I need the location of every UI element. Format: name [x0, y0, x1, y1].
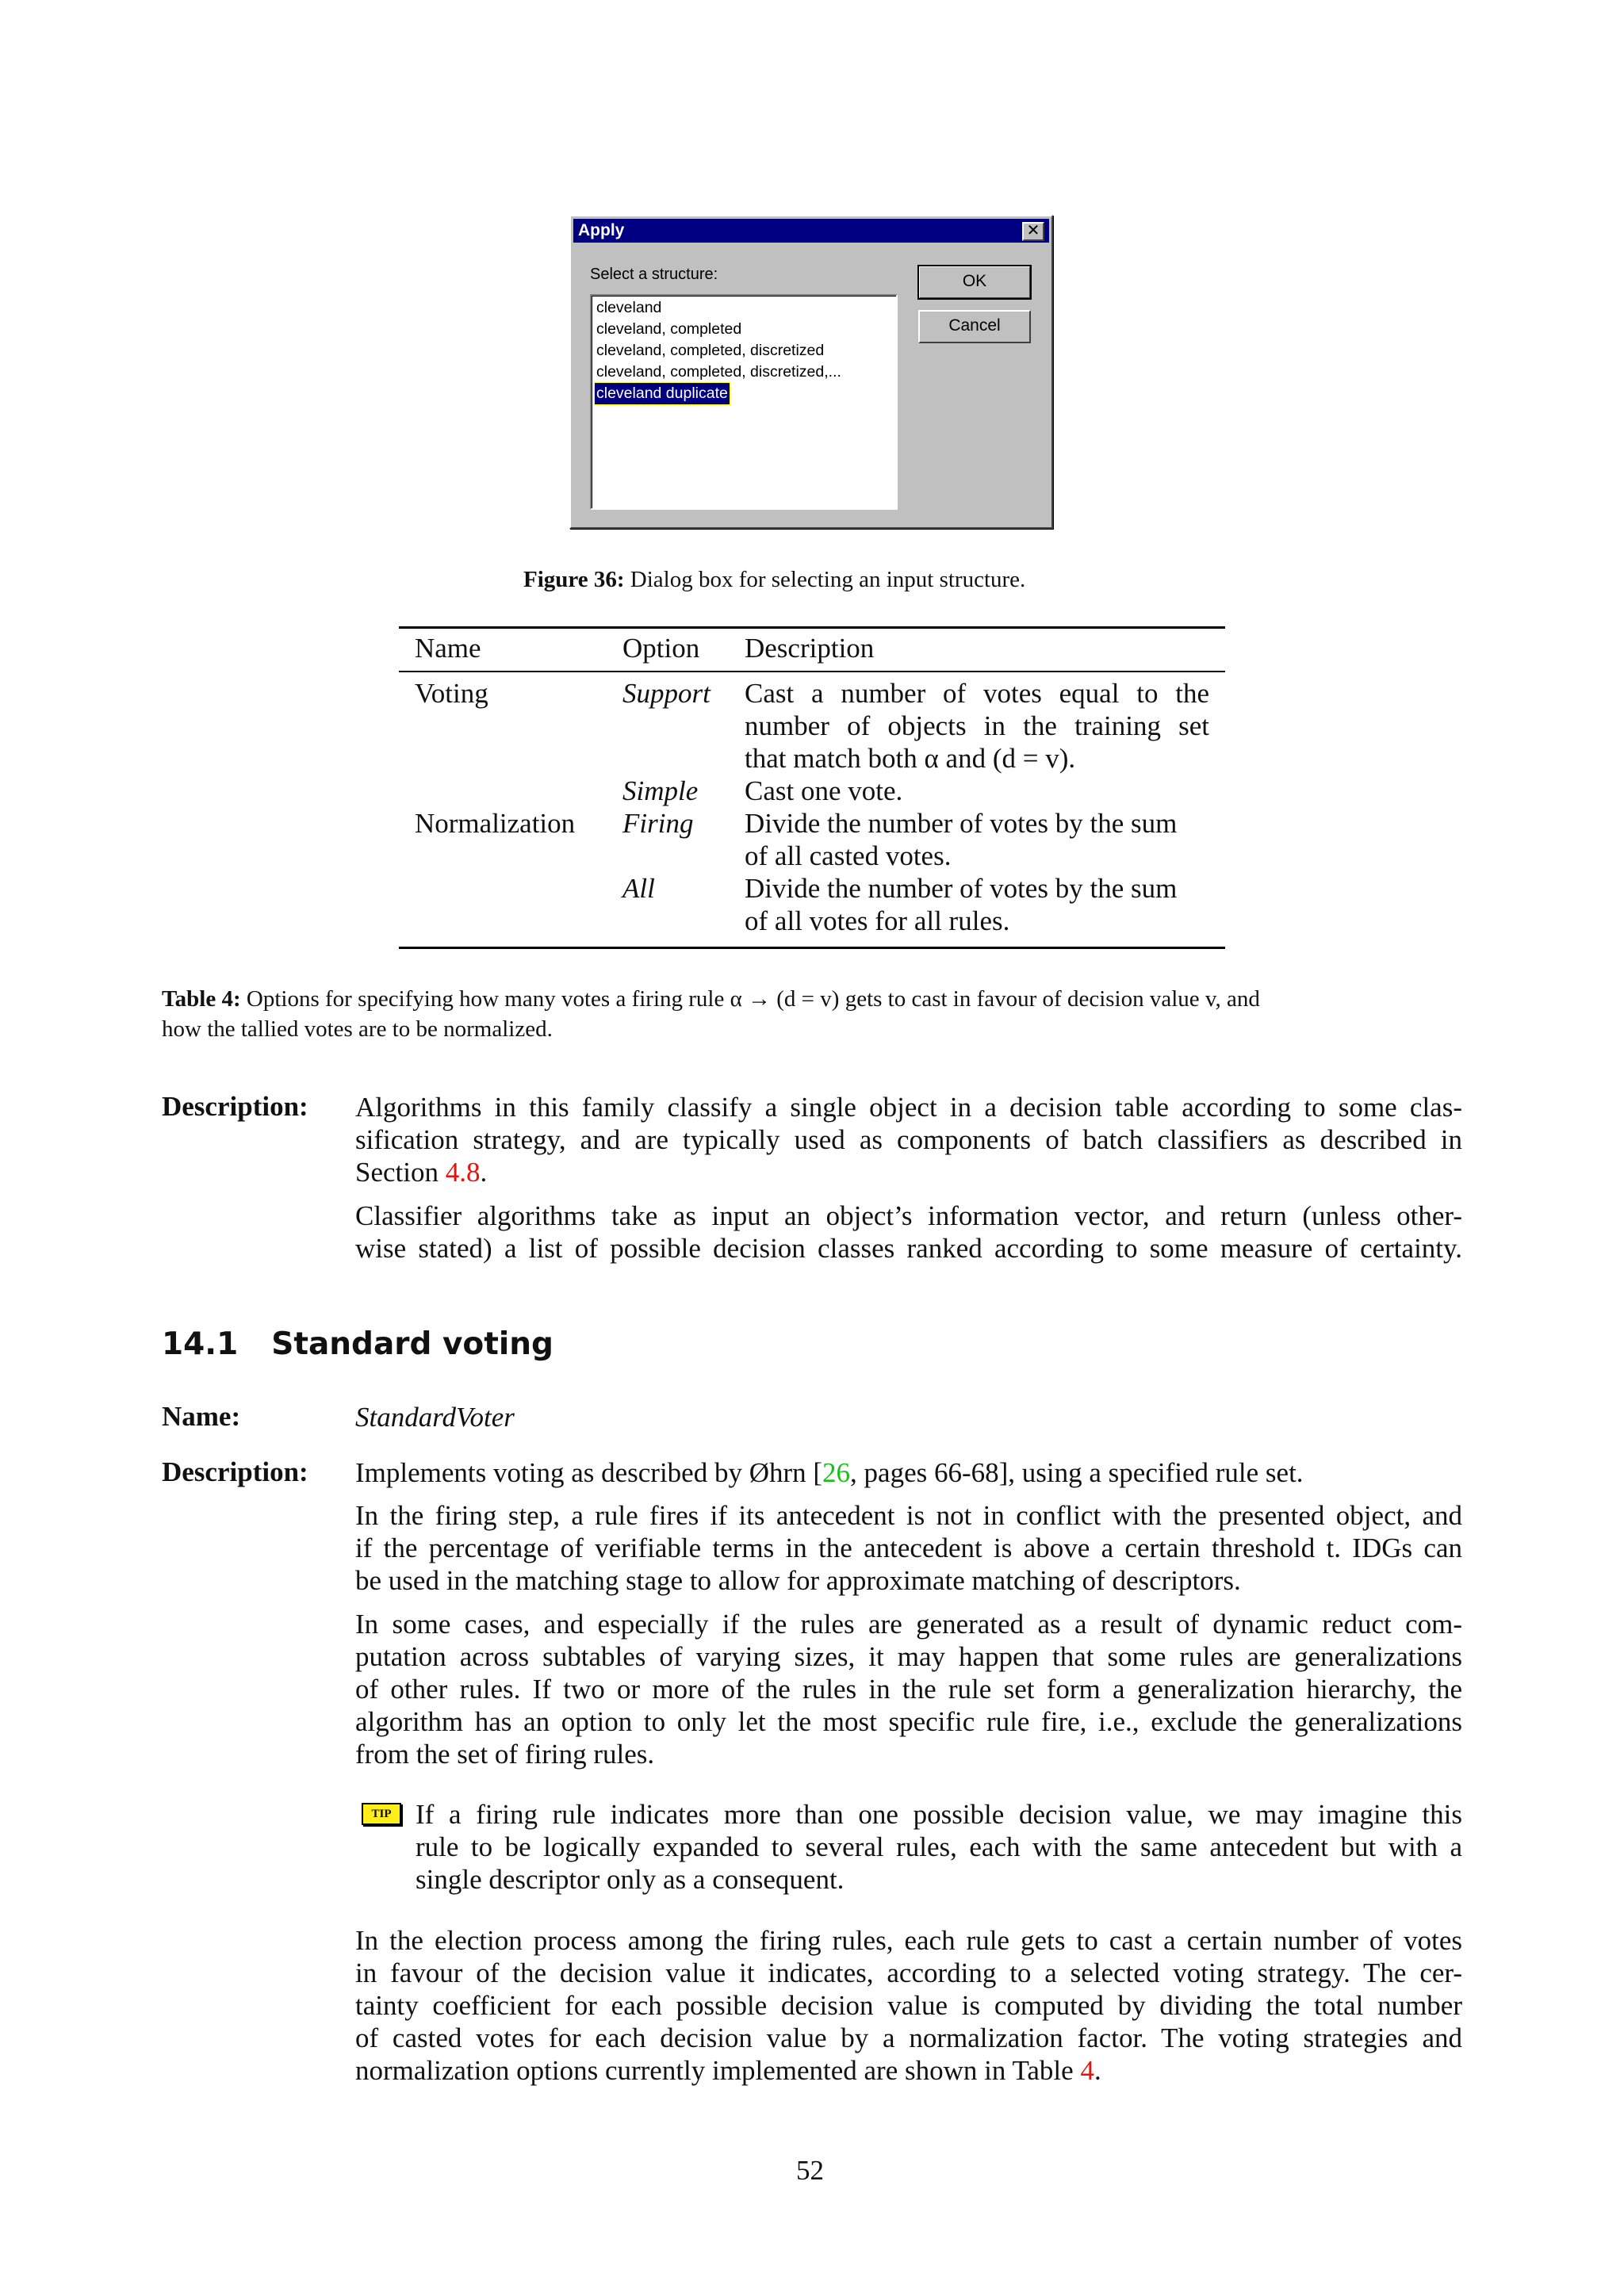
name-label: Name: — [162, 1401, 241, 1432]
text-span: Section — [355, 1157, 446, 1188]
text-line: wise stated) a list of possible decision classes ranked according to some measure of certainty. — [355, 1233, 1462, 1264]
row-name — [399, 872, 622, 942]
table-caption-line1: Options for specifying how many votes a firing rule α → (d = v) gets to cast in favour of decision value v, and — [240, 986, 1260, 1012]
table-caption-line2: how the tallied votes are to be normalized. — [162, 1016, 553, 1042]
text-line: In the firing step, a rule fires if its antecedent is not in conflict with the presented object, and — [355, 1500, 1462, 1531]
table-row — [399, 872, 1225, 942]
desc-line: Cast a number of votes equal to the — [745, 678, 1209, 709]
ok-button[interactable]: OK — [918, 266, 1031, 299]
dialog-title: Apply — [578, 221, 625, 239]
row-description — [745, 872, 1225, 942]
row-description — [745, 677, 1225, 775]
text-line: be used in the matching stage to allow for approximate matching of descriptors. — [355, 1565, 1241, 1596]
figure-caption-label: Figure 36: — [523, 567, 625, 592]
section-title: Standard voting — [271, 1326, 553, 1362]
text-line: from the set of firing rules. — [355, 1739, 655, 1770]
row-name: Normalization — [415, 808, 576, 839]
text-line: putation across subtables of varying sizes, it may happen that some rules are generalizations — [355, 1641, 1462, 1672]
structure-listbox[interactable] — [590, 294, 898, 510]
table-mid-rule — [399, 671, 1225, 672]
desc-line: Divide the number of votes by the sum — [745, 873, 1178, 904]
voter-paragraph-2 — [355, 1499, 1462, 1597]
list-item[interactable]: cleveland, completed, discretized — [596, 342, 825, 359]
header-option: Option — [622, 633, 700, 664]
voter-paragraph-1 — [355, 1456, 1462, 1489]
text-line: Classifier algorithms take as input an object’s information vector, and return (unless other- — [355, 1200, 1462, 1231]
table-row — [399, 775, 1225, 807]
apply-dialog — [569, 215, 1053, 529]
row-option: Simple — [622, 775, 699, 806]
desc-line: number of objects in the training set — [745, 710, 1209, 741]
header-description: Description — [745, 633, 875, 664]
text-span: . — [480, 1157, 488, 1188]
voter-paragraph-3 — [355, 1608, 1462, 1770]
table-link[interactable]: 4 — [1080, 2055, 1094, 2086]
section-link[interactable]: 4.8 — [445, 1157, 481, 1188]
row-description: Cast one vote. — [745, 775, 903, 806]
text-line — [355, 2054, 1462, 2087]
table-header-row — [399, 629, 1225, 671]
table-bottom-rule — [399, 947, 1225, 949]
row-description — [745, 807, 1225, 872]
tip-icon: TIP — [362, 1803, 401, 1825]
tip-paragraph — [416, 1798, 1462, 1896]
text-span: normalization options currently implemented are shown in Table — [355, 2055, 1081, 2086]
text-line: of other rules. If two or more of the rules in the rule set form a generalization hierarchy, the — [355, 1674, 1462, 1705]
text-line: rule to be logically expanded to several rules, each with the same antecedent but with a — [416, 1831, 1462, 1862]
name-value: StandardVoter — [355, 1402, 515, 1433]
table-row — [399, 677, 1225, 775]
text-line: algorithm has an option to only let the most specific rule fire, i.e., exclude the generalizations — [355, 1706, 1462, 1737]
text-line: If a firing rule indicates more than one possible decision value, we may imagine this — [416, 1799, 1462, 1830]
desc-line: that match both α and (d = v). — [745, 743, 1076, 774]
list-item[interactable]: cleveland, completed — [596, 320, 742, 338]
dialog-titlebar[interactable] — [573, 219, 1049, 243]
page-number: 52 — [796, 2155, 824, 2186]
row-name: Voting — [415, 678, 488, 709]
text-line: of casted votes for each decision value by a normalization factor. The voting strategies and — [355, 2022, 1462, 2053]
close-icon[interactable]: ✕ — [1022, 222, 1044, 241]
voter-paragraph-4 — [355, 1924, 1462, 2087]
cancel-button[interactable]: Cancel — [918, 310, 1031, 343]
figure-caption — [523, 564, 1025, 595]
intro-paragraph-1 — [355, 1091, 1462, 1188]
text-line — [355, 1156, 1462, 1188]
desc-line: Divide the number of votes by the sum — [745, 808, 1178, 839]
text-line: tainty coefficient for each possible decision value is computed by dividing the total number — [355, 1990, 1462, 2021]
intro-paragraph-2 — [355, 1200, 1462, 1265]
table-caption — [162, 984, 1462, 1044]
text-line: single descriptor only as a consequent. — [416, 1864, 845, 1895]
text-line: sification strategy, and are typically used as components of batch classifiers as described in — [355, 1124, 1462, 1155]
table-row — [399, 807, 1225, 872]
structure-prompt: Select a structure: — [590, 266, 718, 283]
text-span: , pages 66-68], using a specified rule set. — [850, 1457, 1304, 1488]
citation-link[interactable]: 26 — [822, 1457, 851, 1488]
figure-caption-text: Dialog box for selecting an input structure. — [624, 567, 1026, 592]
table-caption-label: Table 4: — [162, 986, 241, 1012]
row-option: Firing — [622, 808, 694, 839]
list-item[interactable]: cleveland — [596, 299, 662, 316]
voter-description-label: Description: — [162, 1456, 308, 1487]
list-item-selected[interactable]: cleveland duplicate — [595, 383, 730, 404]
text-line: In some cases, and especially if the rules are generated as a result of dynamic reduct com- — [355, 1609, 1462, 1640]
text-line: in favour of the decision value it indicates, according to a selected voting strategy. The cer- — [355, 1957, 1462, 1988]
desc-line: of all votes for all rules. — [745, 905, 1010, 936]
intro-description-label: Description: — [162, 1091, 308, 1122]
row-option: All — [622, 873, 655, 904]
text-span: . — [1094, 2055, 1101, 2086]
row-option: Support — [622, 678, 710, 709]
text-line: Algorithms in this family classify a single object in a decision table according to some clas- — [355, 1092, 1462, 1123]
text-line: In the election process among the firing rules, each rule gets to cast a certain number of votes — [355, 1925, 1462, 1956]
text-span: Implements voting as described by Øhrn [ — [355, 1457, 823, 1488]
row-name — [399, 775, 622, 807]
text-line: if the percentage of verifiable terms in the antecedent is above a certain threshold t. IDGs can — [355, 1533, 1462, 1563]
section-heading — [162, 1326, 553, 1362]
list-item[interactable]: cleveland, completed, discretized,... — [596, 363, 841, 381]
options-table — [399, 626, 1225, 949]
header-name: Name — [415, 633, 481, 664]
section-number: 14.1 — [162, 1326, 239, 1362]
desc-line: of all casted votes. — [745, 840, 952, 871]
